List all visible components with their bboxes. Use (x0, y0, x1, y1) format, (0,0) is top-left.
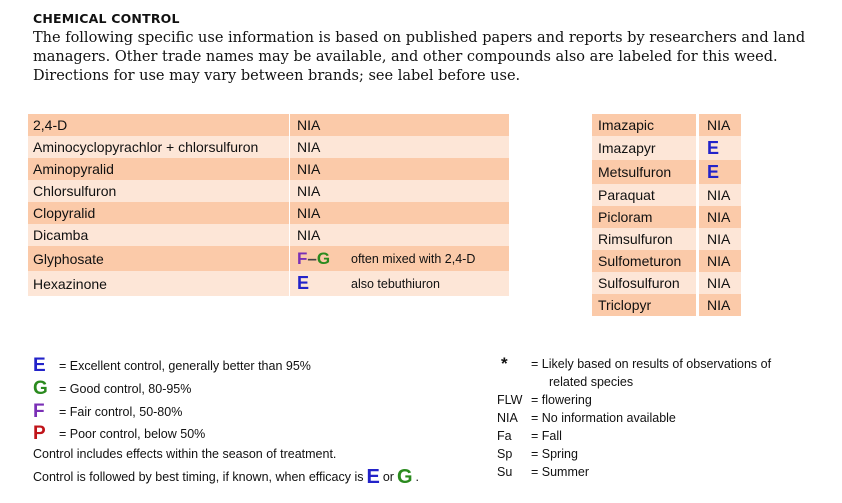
table-row (592, 294, 741, 316)
abbr-code: NIA (497, 411, 518, 425)
abbr-code: Sp (497, 447, 513, 461)
legend-letter-f: F (33, 400, 45, 422)
table-row (28, 158, 509, 180)
table-row (592, 250, 741, 272)
control-rating: NIA (707, 117, 731, 133)
legend-fair (33, 400, 419, 423)
herbicide-name: Triclopyr (592, 294, 699, 316)
legend-text: = Good control, 80-95% (59, 381, 192, 396)
control-rating: NIA (707, 253, 731, 269)
legend-star (497, 355, 771, 373)
control-rating: NIA (297, 183, 321, 199)
rating-g: G (316, 248, 331, 268)
herbicide-name: Clopyralid (28, 202, 290, 224)
star-text: = Likely based on results of observations of (531, 357, 772, 371)
legend-poor (33, 423, 419, 444)
abbr-text: = Fall (531, 429, 562, 443)
herbicide-name: Hexazinone (28, 271, 290, 296)
abbr-text: = Summer (531, 465, 590, 479)
rating-e: E (707, 137, 720, 158)
abbr-code: FLW (497, 393, 523, 407)
star-symbol: * (501, 354, 508, 373)
herbicide-name: Picloram (592, 206, 699, 228)
legend-letter-g: G (33, 377, 48, 399)
timing-letter-e: E (366, 465, 380, 488)
herbicide-table-right (592, 114, 741, 316)
rating-legend (33, 354, 419, 490)
control-rating: NIA (297, 161, 321, 177)
control-rating (290, 271, 351, 296)
herbicide-name: Sulfosulfuron (592, 272, 699, 294)
herbicide-name: Imazapic (592, 114, 699, 136)
section-heading: CHEMICAL CONTROL (33, 11, 180, 26)
timing-prefix: Control is followed by best timing, if known, when efficacy is (33, 470, 364, 484)
legend-letter-p: P (33, 422, 46, 444)
abbr-code: Su (497, 465, 513, 479)
control-rating (699, 136, 741, 160)
season-note: Control includes effects within the season of treatment. (33, 447, 337, 461)
herbicide-name: Dicamba (28, 224, 290, 246)
table-row (592, 272, 741, 294)
control-rating (699, 160, 741, 184)
star-text-continued: related species (549, 375, 634, 389)
legend-text: = Poor control, below 50% (59, 426, 206, 441)
abbr-text: = flowering (531, 393, 592, 407)
control-rating: NIA (297, 139, 321, 155)
legend-abbr-row (497, 409, 771, 427)
rating-note: also tebuthiuron (351, 276, 440, 291)
legend-text: = Fair control, 50-80% (59, 404, 183, 419)
table-row (592, 114, 741, 136)
timing-letter-g: G (396, 465, 413, 488)
intro-paragraph: The following specific use information is based on published papers and reports by researchers and land managers. Other trade names may be available, and other compounds also are labeled for this weed. Directions for use may vary between brands; see label before use. (33, 30, 806, 84)
rating-e: E (297, 273, 310, 293)
control-rating: NIA (297, 227, 321, 243)
abbr-text: = Spring (531, 447, 578, 461)
legend-abbr-row (497, 463, 771, 481)
herbicide-table-left (28, 114, 509, 296)
table-row (592, 228, 741, 250)
abbr-text: = No information available (531, 411, 676, 425)
herbicide-name: Imazapyr (592, 136, 699, 160)
control-rating: NIA (707, 187, 731, 203)
herbicide-name: Paraquat (592, 184, 699, 206)
timing-suffix: . (415, 470, 419, 484)
timing-or: or (382, 470, 394, 484)
herbicide-name: Aminocyclopyrachlor + chlorsulfuron (28, 136, 290, 158)
table-row (592, 206, 741, 228)
rating-f: F (297, 248, 308, 268)
herbicide-name: Aminopyralid (28, 158, 290, 180)
control-rating: NIA (707, 231, 731, 247)
table-row (28, 180, 509, 202)
control-rating: NIA (297, 205, 321, 221)
rating-fg (297, 249, 330, 269)
herbicide-name: Glyphosate (28, 246, 290, 271)
abbreviation-legend (497, 355, 771, 481)
control-rating (290, 246, 351, 271)
control-rating: NIA (297, 117, 321, 133)
rating-dash: – (307, 248, 317, 268)
timing-note (33, 464, 419, 490)
table-row (28, 202, 509, 224)
legend-abbr-row (497, 427, 771, 445)
table-row (28, 114, 509, 136)
herbicide-name: Metsulfuron (592, 160, 699, 184)
rating-note: often mixed with 2,4-D (351, 251, 476, 266)
abbr-code: Fa (497, 429, 512, 443)
control-rating: NIA (707, 209, 731, 225)
herbicide-name: Sulfometuron (592, 250, 699, 272)
control-rating: NIA (707, 275, 731, 291)
legend-good (33, 377, 419, 400)
legend-text: = Excellent control, generally better than 95% (59, 358, 311, 373)
table-row (28, 271, 509, 296)
herbicide-name: Chlorsulfuron (28, 180, 290, 202)
table-row (592, 160, 741, 184)
table-row (592, 136, 741, 160)
herbicide-name: 2,4-D (28, 114, 290, 136)
table-row (592, 184, 741, 206)
control-rating: NIA (707, 297, 731, 313)
legend-letter-e: E (33, 354, 46, 376)
legend-abbr-row (497, 445, 771, 463)
legend-abbr-row (497, 391, 771, 409)
herbicide-name: Rimsulfuron (592, 228, 699, 250)
table-row (28, 246, 509, 271)
legend-excellent (33, 354, 419, 377)
rating-e: E (707, 161, 720, 182)
table-row (28, 224, 509, 246)
table-row (28, 136, 509, 158)
